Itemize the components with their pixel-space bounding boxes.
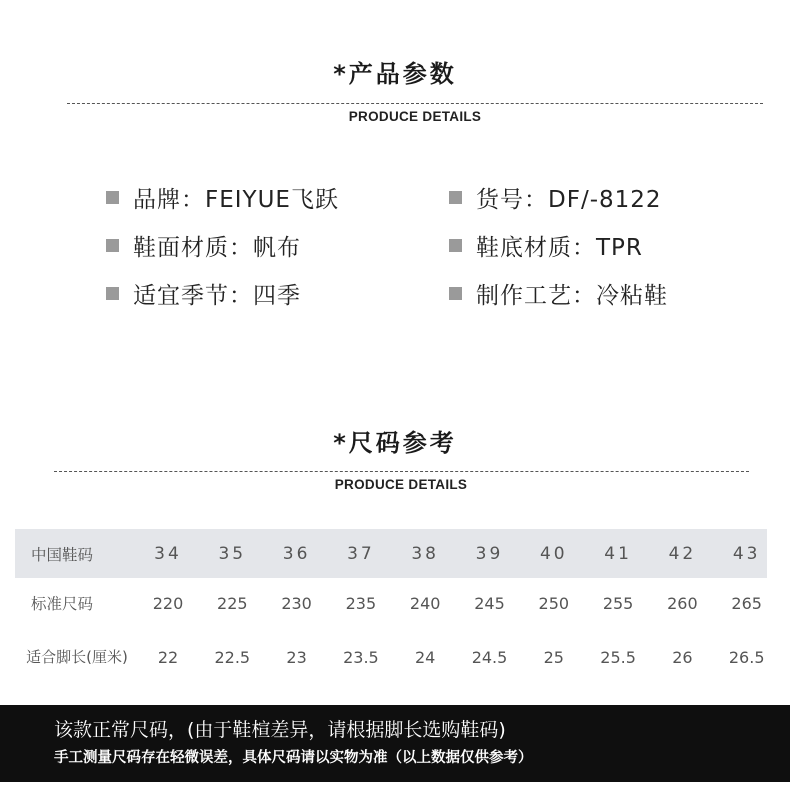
size-cell: 25 [543, 647, 564, 667]
size-cell: 23.5 [343, 647, 379, 667]
size-cell: 39 [475, 543, 504, 564]
footer-line-2: 手工测量尺码存在轻微误差，具体尺码请以实物为准（以上数据仅供参考） [54, 750, 533, 766]
square-bullet-icon [106, 239, 119, 252]
size-cell: 34 [154, 543, 182, 564]
size-cell: 23 [286, 647, 307, 667]
size-row-label: 适合脚长(厘米) [26, 648, 128, 666]
param-brand-text: 品牌：FEIYUE飞跃 [133, 187, 339, 213]
size-subtitle: PRODUCE DETAILS [334, 477, 468, 492]
param-craft [449, 277, 668, 310]
size-cell: 25.5 [600, 647, 636, 667]
square-bullet-icon [106, 191, 119, 204]
size-cell: 250 [538, 593, 570, 613]
footer-notice [0, 705, 790, 782]
size-cell: 235 [345, 593, 377, 613]
size-cell: 26.5 [728, 647, 765, 667]
size-cell: 36 [282, 543, 311, 564]
params-title: *产品参数 [333, 60, 457, 88]
size-cell: 26 [672, 647, 693, 667]
param-upper-material [106, 229, 301, 262]
size-table [15, 529, 767, 686]
size-row-label: 标准尺码 [31, 595, 94, 613]
param-sole-material-text: 鞋底材质：TPR [476, 235, 643, 261]
size-row-label: 中国鞋码 [31, 545, 94, 564]
size-cell: 22.5 [214, 647, 251, 667]
size-title: *尺码参考 [333, 429, 457, 457]
size-cell: 260 [667, 593, 698, 613]
size-cell: 40 [539, 543, 568, 564]
param-craft-text: 制作工艺：冷粘鞋 [476, 283, 668, 309]
param-item-number-text: 货号：DF/-8122 [476, 187, 662, 213]
square-bullet-icon [449, 239, 462, 252]
params-subtitle: PRODUCE DETAILS [348, 109, 482, 124]
size-cell: 225 [217, 593, 248, 613]
size-cell: 43 [732, 543, 761, 564]
size-cell: 35 [218, 543, 247, 564]
size-cell: 220 [152, 593, 184, 613]
params-divider [67, 103, 763, 104]
size-cell: 265 [731, 593, 762, 613]
footer-line-1: 该款正常尺码，(由于鞋楦差异，请根据脚长选购鞋码) [54, 719, 506, 741]
size-cell: 41 [604, 543, 632, 564]
param-season [106, 277, 301, 310]
size-cell: 24 [415, 647, 436, 667]
param-upper-material-text: 鞋面材质：帆布 [133, 235, 301, 261]
param-brand [106, 181, 339, 214]
size-cell: 42 [668, 543, 697, 564]
square-bullet-icon [449, 287, 462, 300]
size-cell: 24.5 [471, 647, 508, 667]
size-cell: 255 [602, 593, 634, 613]
size-cell: 22 [157, 647, 179, 667]
size-cell: 230 [281, 593, 312, 613]
size-cell: 37 [347, 543, 375, 564]
param-item-number [449, 181, 662, 214]
square-bullet-icon [106, 287, 119, 300]
param-sole-material [449, 229, 643, 262]
size-row-standard [15, 578, 767, 628]
size-row-foot-length [15, 628, 767, 686]
size-cell: 38 [411, 543, 439, 564]
square-bullet-icon [449, 191, 462, 204]
size-row-cn [15, 529, 767, 578]
param-season-text: 适宜季节：四季 [133, 283, 301, 309]
size-cell: 240 [409, 593, 441, 613]
size-cell: 245 [474, 593, 505, 613]
size-divider [54, 471, 749, 472]
